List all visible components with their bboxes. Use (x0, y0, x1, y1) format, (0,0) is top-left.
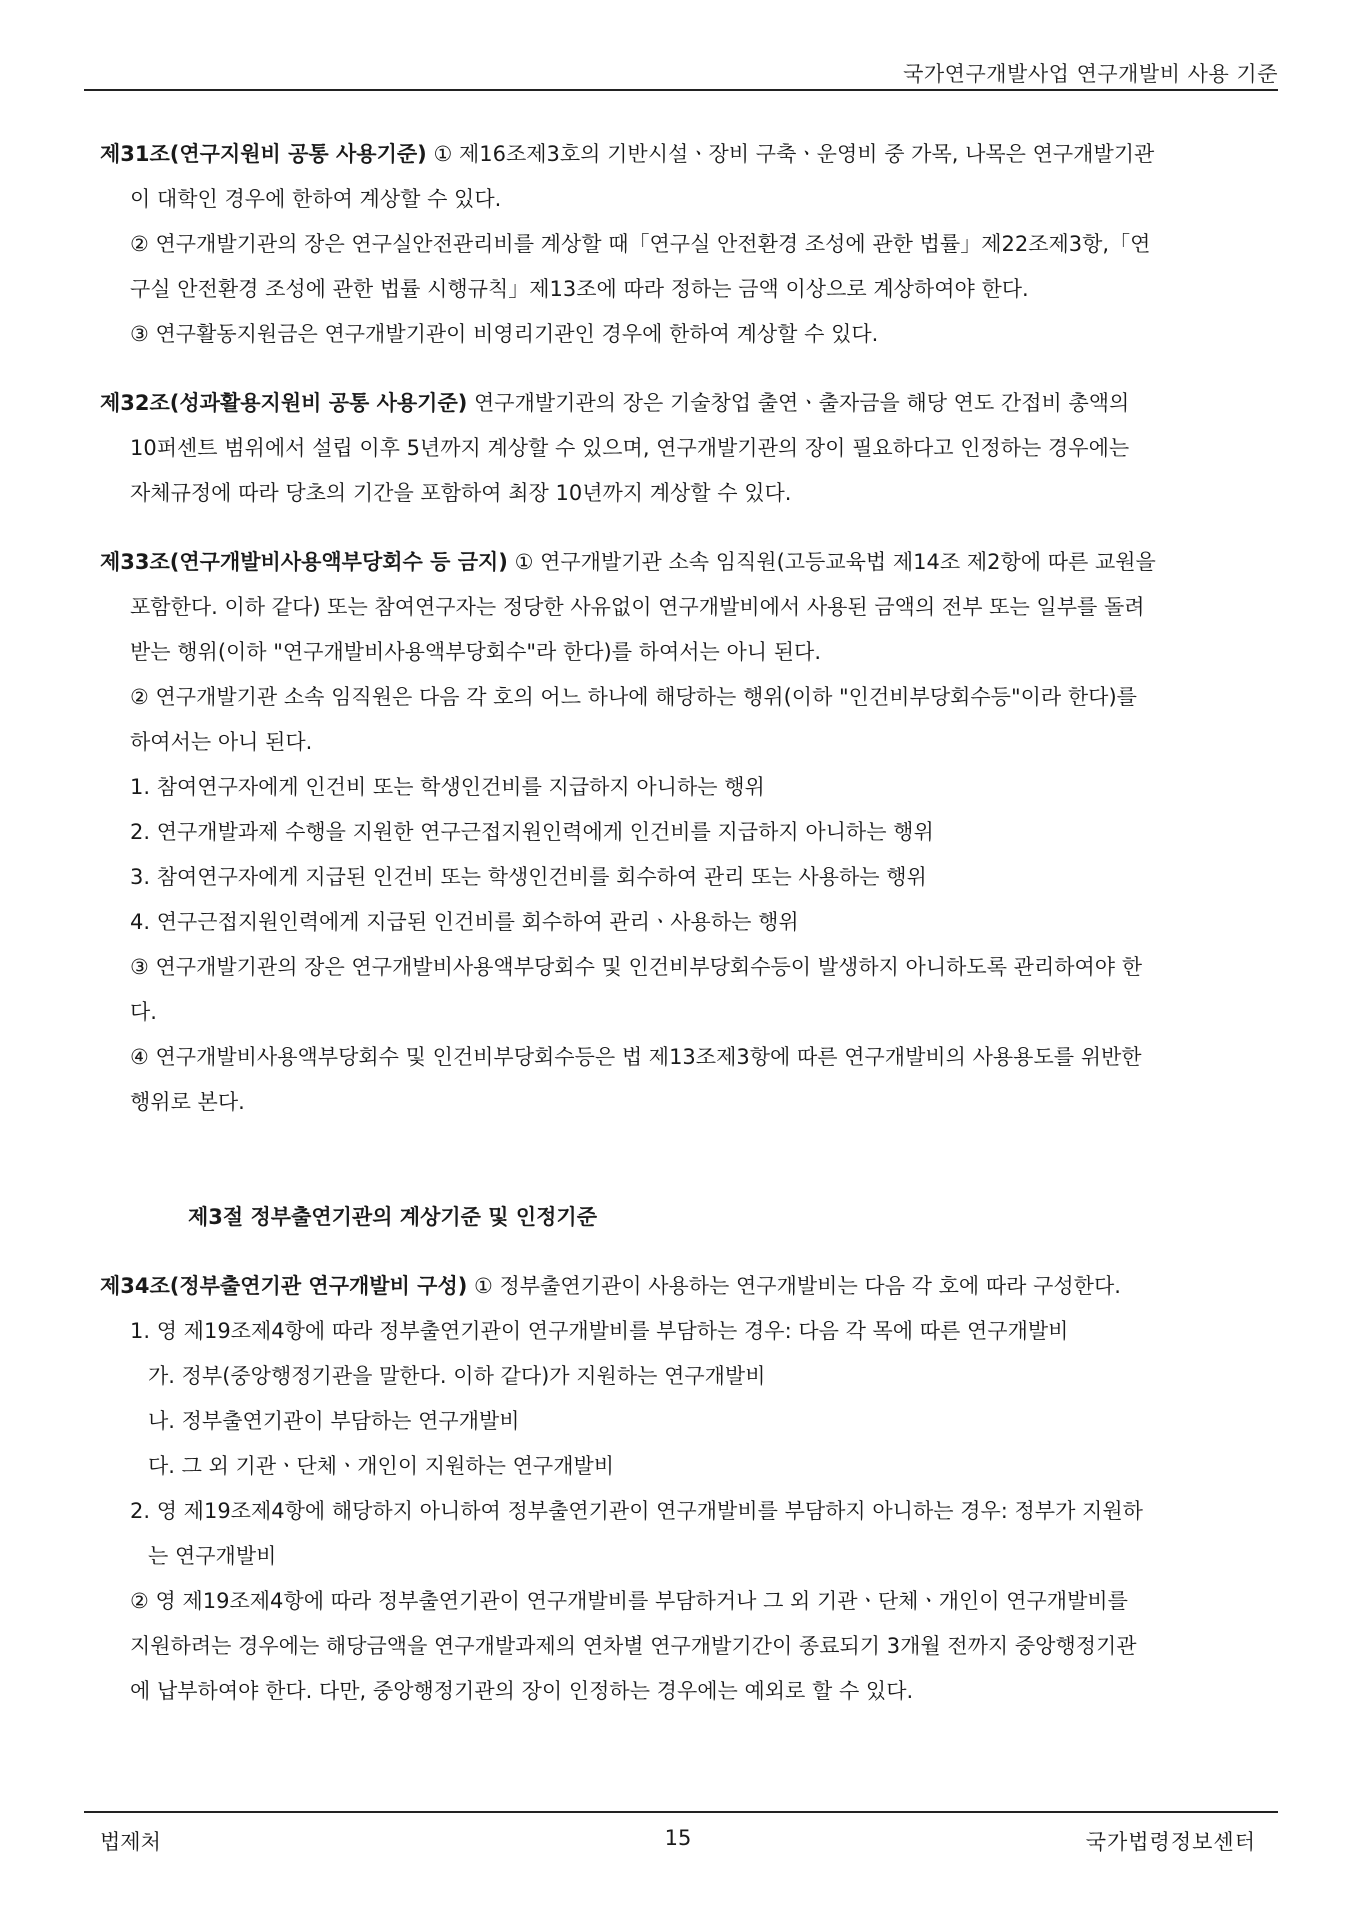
article-33-item: 4. 연구근접지원인력에게 지급된 인건비를 회수하여 관리ㆍ사용하는 행위 (130, 910, 799, 934)
article-31-text: ① 제16조제3호의 기반시설ㆍ장비 구축ㆍ운영비 중 가목, 나목은 연구개발기관 (426, 142, 1155, 166)
article-33-item: 1. 참여연구자에게 인건비 또는 학생인건비를 지급하지 아니하는 행위 (130, 775, 765, 799)
article-34-line: 에 납부하여야 한다. 다만, 중앙행정기관의 장이 인정하는 경우에는 예외로 할 수 있다. (130, 1679, 914, 1703)
article-33-paragraph-2: ② 연구개발기관 소속 임직원은 다음 각 호의 어느 하나에 해당하는 행위(이하 "인건비부당회수등"이라 한다)를 (130, 685, 1137, 709)
article-33-line: 행위로 본다. (130, 1090, 245, 1114)
article-34-subitem: 나. 정부출연기관이 부담하는 연구개발비 (148, 1409, 520, 1433)
article-33-heading: 제33조(연구개발비사용액부당회수 등 금지) (100, 550, 508, 574)
running-header: 국가연구개발사업 연구개발비 사용 기준 (903, 62, 1278, 86)
article-34-item: 1. 영 제19조제4항에 따라 정부출연기관이 연구개발비를 부담하는 경우: 다음 각 목에 따른 연구개발비 (130, 1319, 1069, 1343)
article-34-subitem: 가. 정부(중앙행정기관을 말한다. 이하 같다)가 지원하는 연구개발비 (148, 1364, 766, 1388)
header-divider (84, 89, 1278, 91)
page-number: 15 (664, 1826, 692, 1850)
article-33-line: 다. (130, 1000, 157, 1024)
article-33-item: 3. 참여연구자에게 지급된 인건비 또는 학생인건비를 회수하여 관리 또는 사용하는 행위 (130, 865, 927, 889)
article-34-text: ① 정부출연기관이 사용하는 연구개발비는 다음 각 호에 따라 구성한다. (467, 1274, 1121, 1298)
footer-source: 국가법령정보센터 (1085, 1830, 1256, 1854)
article-34 (100, 1264, 1278, 1714)
article-33-line (100, 540, 1278, 585)
article-32 (100, 381, 1278, 516)
article-31-paragraph-3: ③ 연구활동지원금은 연구개발기관이 비영리기관인 경우에 한하여 계상할 수 있다. (130, 322, 879, 346)
article-34-heading: 제34조(정부출연기관 연구개발비 구성) (100, 1274, 468, 1298)
article-33-line: 받는 행위(이하 "연구개발비사용액부당회수"라 한다)를 하여서는 아니 된다. (130, 640, 822, 664)
document-body (100, 132, 1278, 1714)
section-title: 제3절 정부출연기관의 계상기준 및 인정기준 (188, 1205, 598, 1229)
article-32-line (100, 381, 1278, 426)
article-31-paragraph-2: ② 연구개발기관의 장은 연구실안전관리비를 계상할 때「연구실 안전환경 조성에 관한 법률」제22조제3항,「연 (130, 232, 1151, 256)
article-34-item: 2. 영 제19조제4항에 해당하지 아니하여 정부출연기관이 연구개발비를 부담하지 아니하는 경우: 정부가 지원하 (130, 1499, 1143, 1523)
article-34-paragraph-2: ② 영 제19조제4항에 따라 정부출연기관이 연구개발비를 부담하거나 그 외 기관ㆍ단체ㆍ개인이 연구개발비를 (130, 1589, 1128, 1613)
article-34-line: 지원하려는 경우에는 해당금액을 연구개발과제의 연차별 연구개발기간이 종료되기 3개월 전까지 중앙행정기관 (130, 1634, 1137, 1658)
article-33-text: ① 연구개발기관 소속 임직원(고등교육법 제14조 제2항에 따른 교원을 (507, 550, 1156, 574)
article-31-line (100, 132, 1278, 177)
article-33-line: 포함한다. 이하 같다) 또는 참여연구자는 정당한 사유없이 연구개발비에서 사용된 금액의 전부 또는 일부를 돌려 (130, 595, 1145, 619)
article-33-item: 2. 연구개발과제 수행을 지원한 연구근접지원인력에게 인건비를 지급하지 아니하는 행위 (130, 820, 934, 844)
article-34-subitem: 다. 그 외 기관ㆍ단체ㆍ개인이 지원하는 연구개발비 (148, 1454, 615, 1478)
article-33-line: 하여서는 아니 된다. (130, 730, 313, 754)
article-31-line: 이 대학인 경우에 한하여 계상할 수 있다. (130, 187, 502, 211)
article-33-paragraph-4: ④ 연구개발비사용액부당회수 및 인건비부당회수등은 법 제13조제3항에 따른 연구개발비의 사용용도를 위반한 (130, 1045, 1142, 1069)
article-31 (100, 132, 1278, 357)
article-31-heading: 제31조(연구지원비 공통 사용기준) (100, 142, 427, 166)
article-32-heading: 제32조(성과활용지원비 공통 사용기준) (100, 391, 468, 415)
article-33 (100, 540, 1278, 1125)
article-34-line (100, 1264, 1278, 1309)
article-32-line: 자체규정에 따라 당초의 기간을 포함하여 최장 10년까지 계상할 수 있다. (130, 481, 792, 505)
article-32-text: 연구개발기관의 장은 기술창업 출연ㆍ출자금을 해당 연도 간접비 총액의 (467, 391, 1130, 415)
article-32-line: 10퍼센트 범위에서 설립 이후 5년까지 계상할 수 있으며, 연구개발기관의 장이 필요하다고 인정하는 경우에는 (130, 436, 1130, 460)
article-31-line: 구실 안전환경 조성에 관한 법률 시행규칙」제13조에 따라 정하는 금액 이상으로 계상하여야 한다. (130, 277, 1029, 301)
footer-publisher: 법제처 (100, 1830, 161, 1854)
footer-divider (84, 1811, 1278, 1813)
article-34-item-continuation: 는 연구개발비 (148, 1544, 277, 1568)
article-33-paragraph-3: ③ 연구개발기관의 장은 연구개발비사용액부당회수 및 인건비부당회수등이 발생하지 아니하도록 관리하여야 한 (130, 955, 1143, 979)
